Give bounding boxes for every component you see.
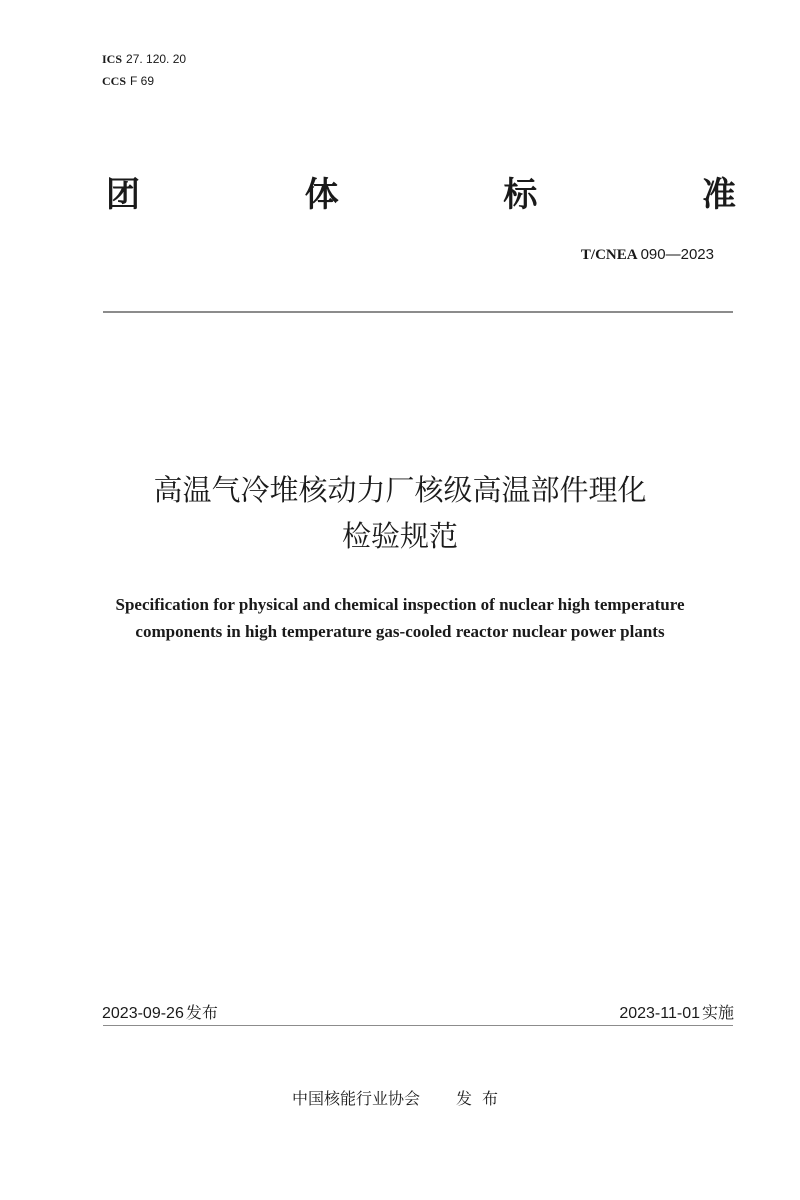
standard-type-char: 标 <box>503 175 538 215</box>
implement-date-word: 实施 <box>701 1003 734 1022</box>
ccs-code <box>102 74 154 88</box>
standard-number-prefix: T/CNEA <box>580 247 638 263</box>
issuer-org: 中国核能行业协会 <box>291 1089 420 1108</box>
issuer-line <box>0 1088 800 1110</box>
issuer-action: 发布 <box>456 1089 509 1108</box>
publish-date-word: 发布 <box>185 1003 218 1022</box>
standard-number <box>581 244 714 265</box>
standard-type-char: 准 <box>701 175 736 215</box>
top-divider <box>103 311 733 313</box>
publish-date <box>102 1002 218 1025</box>
standard-number-value: 090—2023 <box>640 246 714 263</box>
english-title-line-2: components in high temperature gas-cooled reactor nuclear power plants <box>135 622 665 641</box>
implement-date <box>619 1002 734 1025</box>
publish-date-value: 2023-09-26 <box>102 1005 184 1022</box>
ics-label: ICS <box>102 52 123 66</box>
standard-type-heading <box>106 172 736 218</box>
ics-value: 27. 120. 20 <box>126 52 187 66</box>
standard-type-char: 体 <box>304 175 339 215</box>
ics-code <box>102 52 186 66</box>
chinese-title-line-2: 检验规范 <box>341 519 458 553</box>
chinese-title-line-1: 高温气冷堆核动力厂核级高温部件理化 <box>153 473 647 507</box>
english-title-line-1: Specification for physical and chemical inspection of nuclear high temperature <box>115 595 685 614</box>
ccs-label: CCS <box>102 74 127 88</box>
implement-date-value: 2023-11-01 <box>619 1005 700 1022</box>
standard-type-char: 团 <box>106 175 140 215</box>
ccs-value: F 69 <box>130 74 155 88</box>
bottom-divider <box>103 1025 733 1026</box>
